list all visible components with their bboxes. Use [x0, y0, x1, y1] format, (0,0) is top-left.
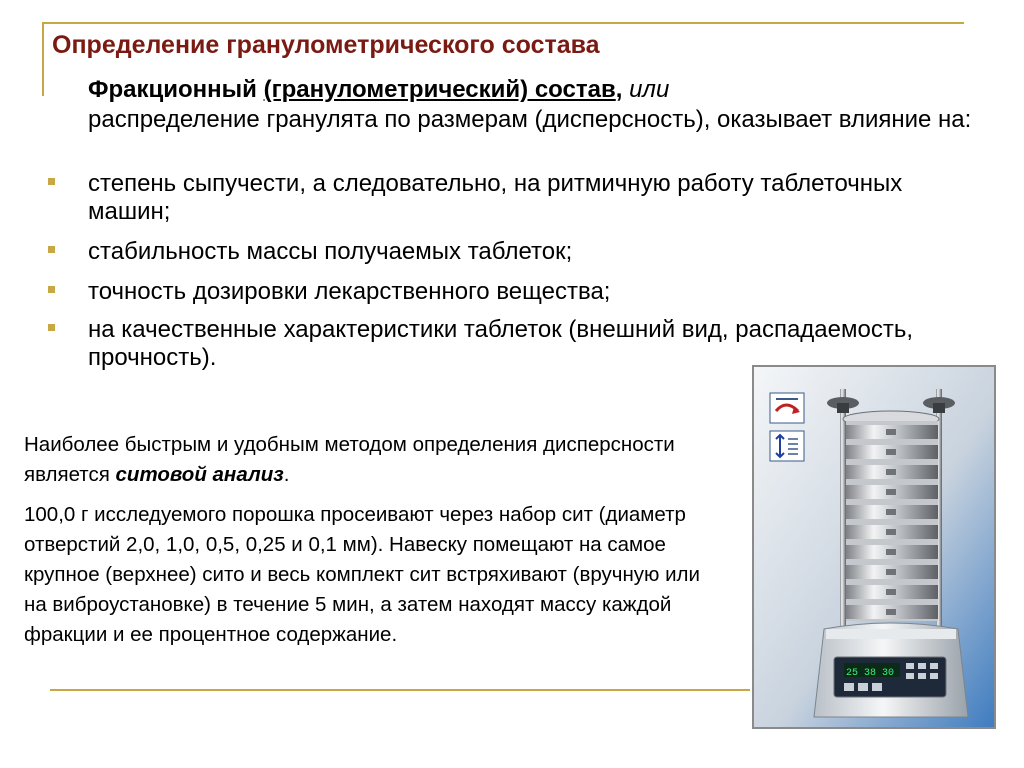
slide-title: Определение гранулометрического состава — [52, 31, 600, 59]
display-readout: 25 38 30 — [846, 668, 895, 679]
left-rule — [42, 22, 44, 96]
bullet-marker — [48, 246, 55, 253]
rotate-arrow-icon — [770, 393, 804, 423]
vertical-arrows-icon — [770, 431, 804, 461]
bullet-text: степень сыпучести, а следовательно, на ритмичную работу таблеточных машин; — [88, 170, 903, 225]
bullet-text: на качественные характеристики таблеток (внешний вид, распадаемость, прочность). — [88, 316, 914, 371]
shaker-base — [814, 623, 968, 717]
bottom-rule — [50, 689, 750, 691]
method-after: . — [283, 463, 290, 486]
procedure-paragraph: 100,0 г исследуемого порошка просеивают через набор сит (диаметр отверстий 2,0, 1,0, 0,5, 0,25 и 0,1 мм). Навеску помещают на самое крупное (верхнее) сито и весь комплект сит встряхивают (вручную или на виброустановке) в течение 5 мин, а затем находят массу каждой фракции и ее процентное содержание. — [24, 503, 700, 646]
list-item — [48, 278, 928, 306]
list-item — [48, 238, 928, 266]
method-before: Наиболее быстрым и удобным методом определения дисперсности является — [24, 433, 675, 486]
intro-lead-bold: Фракционный — [88, 76, 257, 103]
bullet-marker — [48, 324, 55, 331]
bullet-marker — [48, 178, 55, 185]
sieve-shaker-photo — [752, 365, 996, 729]
method-paragraph — [24, 430, 704, 490]
intro-rest: распределение гранулята по размерам (дисперсность), оказывает влияние на: — [88, 106, 972, 133]
top-rule — [42, 22, 964, 24]
intro-lead-comma: , — [615, 76, 623, 103]
sieve-stack — [846, 421, 938, 621]
bullet-text: точность дозировки лекарственного вещества; — [88, 278, 611, 305]
list-item — [48, 170, 928, 226]
bullet-marker — [48, 286, 55, 293]
bullet-text: стабильность массы получаемых таблеток; — [88, 238, 573, 265]
method-emphasis: ситовой анализ — [115, 463, 284, 486]
list-item — [48, 316, 928, 372]
intro-lead-or: или — [622, 76, 670, 103]
intro-lead-underlined: (гранулометрический) состав — [263, 76, 616, 103]
intro-paragraph — [88, 75, 978, 135]
